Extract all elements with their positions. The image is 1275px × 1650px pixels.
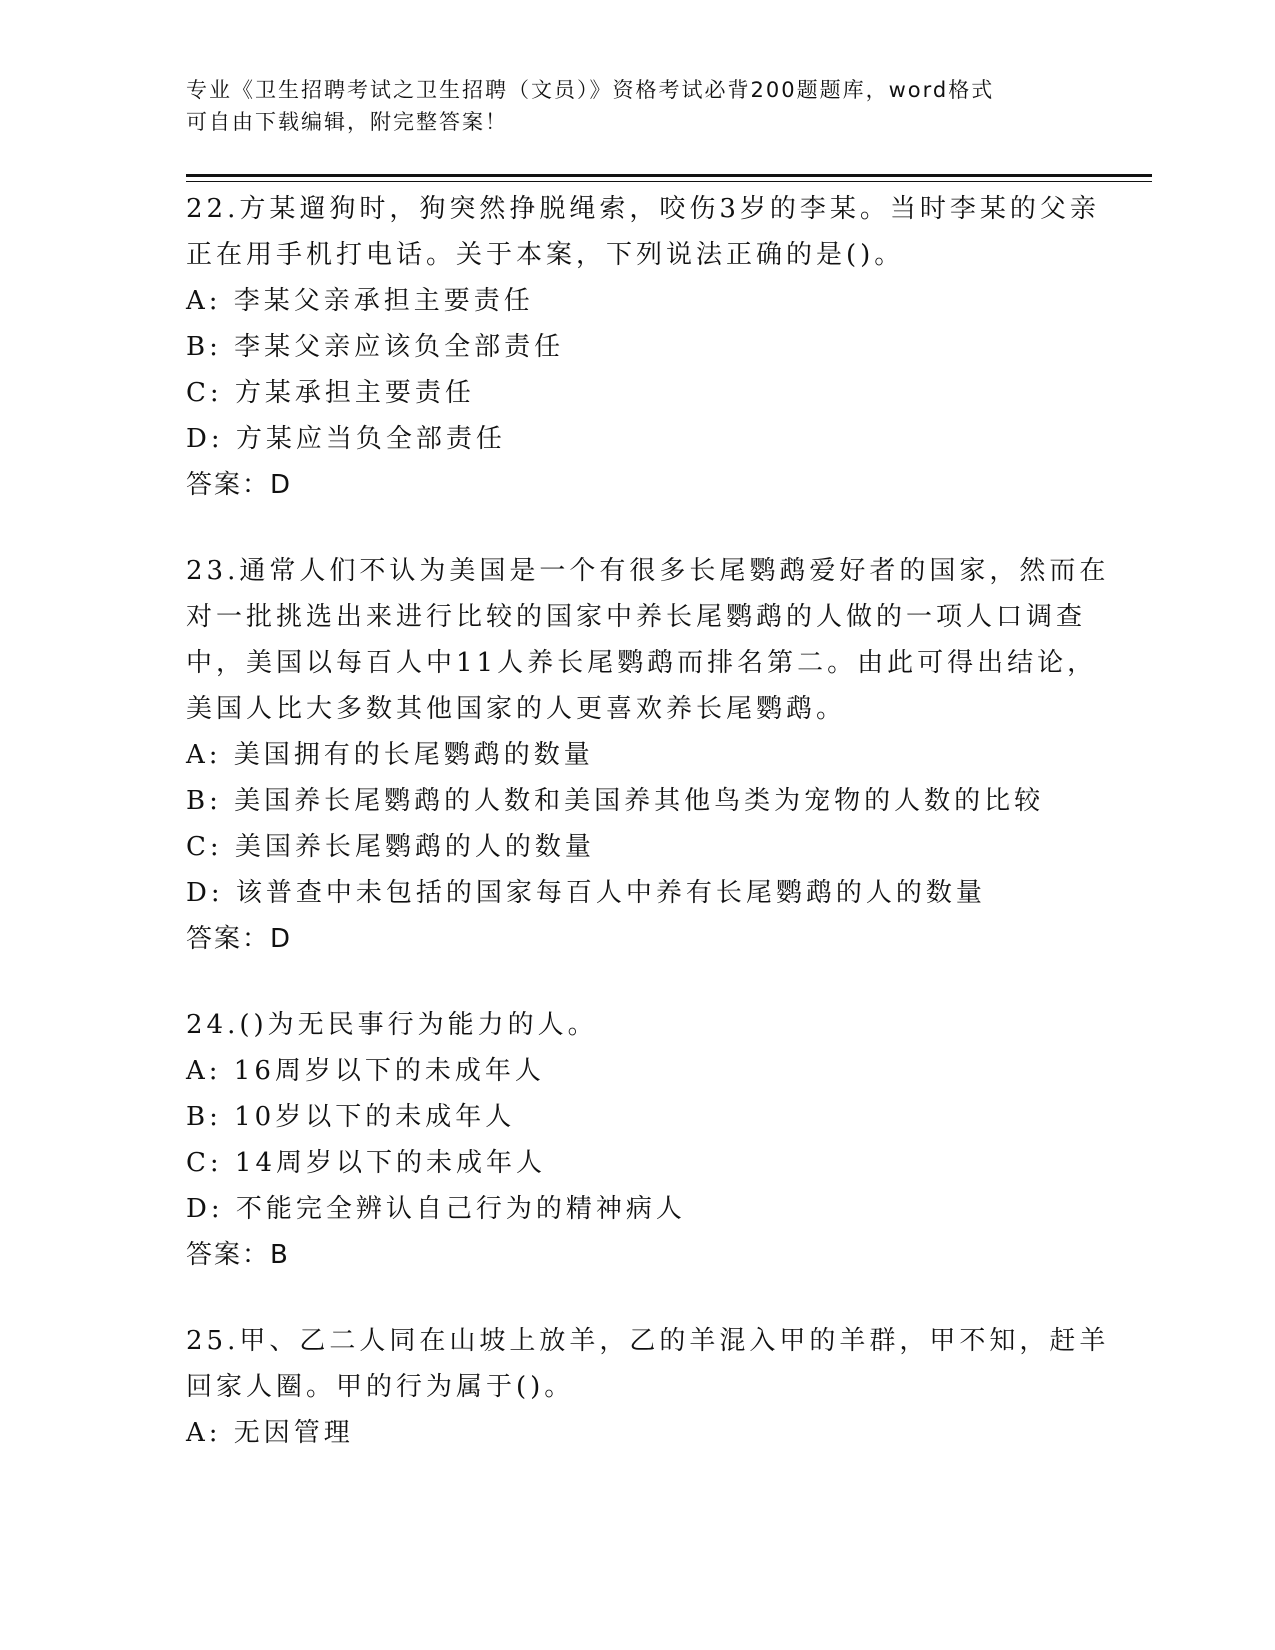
question-text: 回家人圈。甲的行为属于()。 <box>186 1372 575 1402</box>
question-text: 23.通常人们不认为美国是一个有很多长尾鹦鹉爱好者的国家，然而在 <box>186 556 1110 586</box>
question-25 <box>186 1318 1110 1456</box>
question-22 <box>186 186 1100 508</box>
question-text: 25.甲、乙二人同在山坡上放羊，乙的羊混入甲的羊群，甲不知，赶羊 <box>186 1326 1110 1356</box>
option-b: B: 美国养长尾鹦鹉的人数和美国养其他鸟类为宠物的人数的比较 <box>186 786 1045 816</box>
option-c: C: 14周岁以下的未成年人 <box>186 1148 547 1178</box>
option-a: A: 美国拥有的长尾鹦鹉的数量 <box>186 740 594 770</box>
option-d: D: 方某应当负全部责任 <box>186 424 506 454</box>
answer-label: 答案：D <box>186 470 293 500</box>
question-text: 对一批挑选出来进行比较的国家中养长尾鹦鹉的人做的一项人口调查 <box>186 602 1087 632</box>
answer-label: 答案：B <box>186 1240 290 1270</box>
header-title-line-2: 可自由下载编辑，附完整答案！ <box>186 110 508 134</box>
question-24 <box>186 1002 1086 1278</box>
option-c: C: 美国养长尾鹦鹉的人的数量 <box>186 832 595 862</box>
question-text: 正在用手机打电话。关于本案，下列说法正确的是()。 <box>186 240 905 270</box>
option-a: A: 李某父亲承担主要责任 <box>186 286 534 316</box>
option-d: D: 不能完全辨认自己行为的精神病人 <box>186 1194 686 1224</box>
question-text: 22.方某遛狗时，狗突然挣脱绳索，咬伤3岁的李某。当时李某的父亲 <box>186 194 1100 224</box>
answer-label: 答案：D <box>186 924 293 954</box>
header-divider-thick <box>186 174 1152 177</box>
question-text: 美国人比大多数其他国家的人更喜欢养长尾鹦鹉。 <box>186 694 847 724</box>
option-d: D: 该普查中未包括的国家每百人中养有长尾鹦鹉的人的数量 <box>186 878 986 908</box>
option-b: B: 李某父亲应该负全部责任 <box>186 332 565 362</box>
question-text: 中，美国以每百人中11人养长尾鹦鹉而排名第二。由此可得出结论， <box>186 648 1098 678</box>
question-23 <box>186 548 1110 962</box>
question-text: 24.()为无民事行为能力的人。 <box>186 1010 598 1040</box>
option-b: B: 10岁以下的未成年人 <box>186 1102 516 1132</box>
option-a: A: 16周岁以下的未成年人 <box>186 1056 545 1086</box>
option-c: C: 方某承担主要责任 <box>186 378 475 408</box>
header-title-line-1: 专业《卫生招聘考试之卫生招聘（文员）》资格考试必背200题题库，word格式 <box>186 78 995 102</box>
document-header <box>186 74 1086 138</box>
question-list <box>186 186 1110 1496</box>
option-a: A: 无因管理 <box>186 1418 354 1448</box>
header-divider-thin <box>186 181 1152 182</box>
